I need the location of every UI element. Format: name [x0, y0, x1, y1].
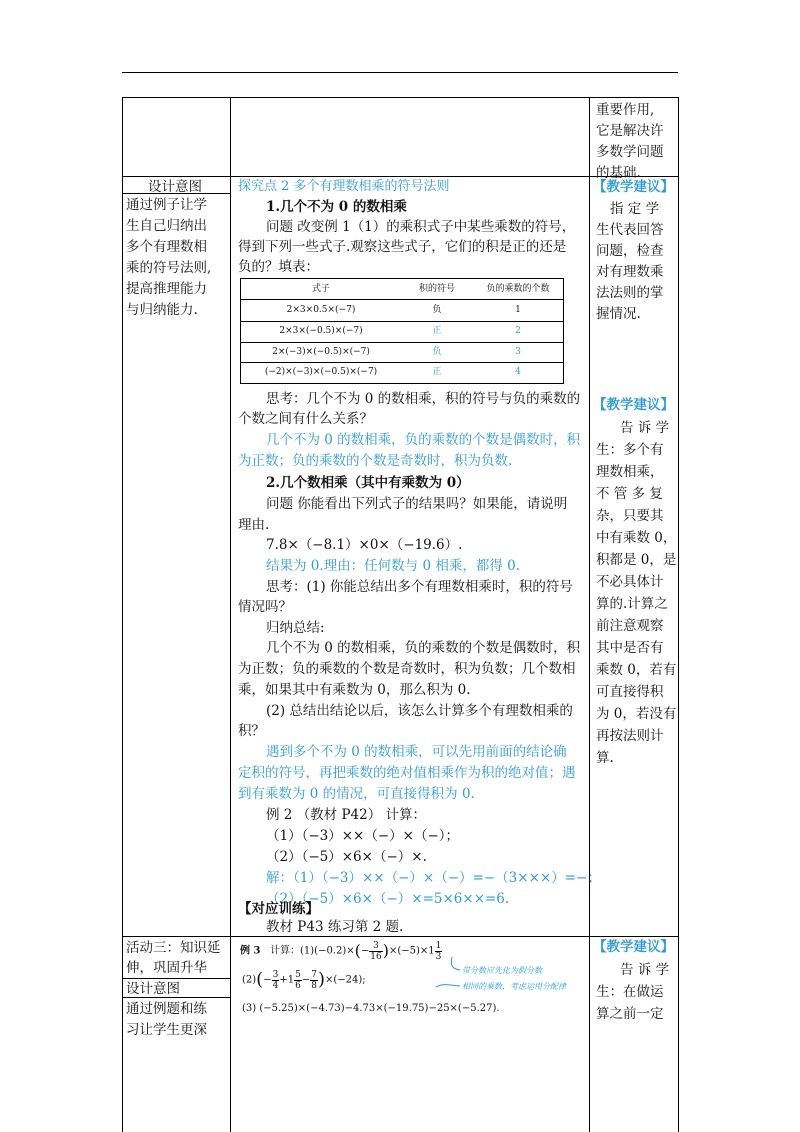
- example2-solution-1: 解：（1）（−3）××（−）×（−）=−（3×××）=−；: [266, 870, 601, 886]
- table-row-4-expr: (−2)×(−3)×(−0.5)×(−7): [264, 367, 378, 377]
- think2-line-1: 思考：(1) 你能总结出多个有理数相乘时，积的符号: [266, 579, 573, 595]
- example3-q2-f1-num: 3: [272, 969, 279, 980]
- table-row-3-expr: 2×(−3)×(−0.5)×(−7): [272, 347, 370, 357]
- right-top-line-4: 的基础.: [596, 165, 641, 181]
- answer3-line-2: 定积的符号，再把乘数的绝对值相乘作为积的绝对值；遇: [238, 765, 576, 781]
- intent3-line-1: 通过例题和练: [126, 1001, 207, 1017]
- suggestion-3-line-1: 告 诉 学: [620, 962, 670, 978]
- suggestion-1-line-3: 问题，检查: [596, 243, 664, 259]
- suggestion-2-line-9: 算的.计算之: [596, 596, 668, 612]
- suggestion-label-1: 【教学建议】: [593, 179, 674, 195]
- table-border-right: [678, 97, 679, 1132]
- table-row-2-count: 2: [515, 326, 521, 336]
- suggestion-3-line-2: 生：在做运: [596, 984, 664, 1000]
- answer3-line-1: 遇到多个不为 0 的数相乘，可以先用前面的结论确: [266, 744, 567, 760]
- summary-line-2: 为正数；负的乘数的个数是奇数时，积为负数；几个数相: [238, 661, 576, 677]
- think2-line-2: 情况吗？: [238, 599, 292, 615]
- problem1-line-1: 问题 改变例 1（1）的乘积式子中某些乘数的符号，: [266, 219, 576, 235]
- summary-label: 归纳总结:: [266, 620, 325, 636]
- section-title: 探究点 2 多个有理数相乘的符号法则: [238, 179, 450, 194]
- table-row-3-count: 3: [515, 347, 521, 357]
- suggestion-2-line-8: 不必具体计: [596, 574, 664, 590]
- think2b-line-1: (2) 总结出结论以后，该怎么计算多个有理数相乘的: [266, 703, 573, 719]
- left-intent-1: 通过例子让学: [126, 197, 207, 213]
- example3-q3: (3) (−5.25)×(−4.73)−4.73×(−19.75)−25×(−5.27).: [242, 1003, 500, 1014]
- suggestion-2-line-12: 乘数 0，若有: [596, 662, 677, 678]
- suggestion-1-line-2: 生代表回答: [596, 222, 664, 238]
- training-label: 【对应训练】: [238, 901, 319, 917]
- table-border-left: [122, 97, 123, 1132]
- problem2-line-2: 理由.: [238, 517, 270, 533]
- example2-solution-2: （2）（−5）×6×（−）×=5×6××=6.: [266, 891, 510, 907]
- suggestion-label-2: 【教学建议】: [593, 397, 674, 413]
- example3-q2-f3-den: 8: [311, 980, 317, 991]
- suggestion-2-line-16: 算.: [596, 750, 614, 766]
- right-top-line-3: 多数学问题: [596, 144, 664, 160]
- left-intent-6: 与归纳能力.: [126, 302, 198, 318]
- table-row-1-sign: 负: [432, 305, 442, 315]
- suggestion-2-line-14: 为 0，若没有: [596, 706, 677, 722]
- example3-q2-prefix: (2): [242, 974, 257, 986]
- table-row-3-sign: 负: [432, 347, 442, 357]
- subheading-2: 2.几个数相乘（其中有乘数为 0）: [266, 475, 470, 491]
- summary-line-3: 乘，如果其中有乘数为 0，那么积为 0.: [238, 682, 471, 698]
- suggestion-2-line-11: 其中是否有: [596, 640, 664, 656]
- sign-table: [240, 278, 564, 384]
- example3-q2: (2)(− $\frac{3}{4}$ +1 $\frac{5}{6}$ − $\frac{7}{8}$ )×(−24);: [242, 969, 366, 991]
- example3-q1-frac1-den: 16: [370, 951, 382, 962]
- annotation-note-1: 带分数应先化为假分数: [462, 966, 542, 975]
- suggestion-2-line-13: 可直接得积: [596, 684, 664, 700]
- table-header-expr: 式子: [311, 284, 330, 294]
- activity3-line-1: 活动三：知识延: [126, 940, 221, 956]
- training-text: 教材 P43 练习第 2 题.: [266, 919, 404, 935]
- intent3-line-2: 习让学生更深: [126, 1022, 207, 1038]
- example3-q1-frac2-num: 1: [435, 940, 442, 951]
- left-intent-4: 乘的符号法则,: [126, 260, 212, 276]
- problem1-line-3: 负的？填表：: [238, 259, 319, 275]
- example3-q1-mid: ×(−5)×1: [388, 945, 435, 957]
- suggestion-label-3: 【教学建议】: [593, 939, 674, 955]
- table-row-1-expr: 2×3×0.5×(−7): [286, 305, 356, 315]
- suggestion-2-line-6: 中有乘数 0，: [596, 530, 677, 546]
- row-divider-2: [122, 936, 679, 937]
- example2-line-1: （1）（−3）××（−）×（−）；: [266, 828, 460, 844]
- table-row-4-sign: 正: [432, 367, 442, 377]
- example3-q2-suffix: ×(−24);: [324, 974, 366, 986]
- activity3-line-2: 伸，巩固升华: [126, 960, 207, 976]
- answer1-line-1: 几个不为 0 的数相乘，负的乘数的个数是偶数时，积: [266, 432, 581, 448]
- table-row-1-count: 1: [515, 305, 521, 315]
- example3-q2-f3-num: 7: [311, 969, 317, 980]
- left-divider-2: [122, 978, 230, 979]
- left-intent-3: 多个有理数相: [126, 239, 207, 255]
- example3-q2-f1-den: 4: [272, 980, 279, 991]
- example3-q2-f2-den: 6: [295, 980, 301, 991]
- think1-line-1: 思考：几个不为 0 的数相乘，积的符号与负的乘数的: [266, 391, 581, 407]
- table-row-4-count: 4: [515, 367, 521, 377]
- suggestion-2-line-10: 前注意观察: [596, 618, 664, 634]
- design-intent-label: 设计意图: [148, 179, 202, 195]
- example3-q1-frac2-den: 3: [435, 951, 442, 962]
- suggestion-2-line-7: 积都是 0，是: [596, 552, 677, 568]
- example3-label: 例 3: [240, 945, 261, 957]
- suggestion-2-line-3: 理数相乘，: [596, 464, 664, 480]
- table-border-col1: [230, 97, 231, 1132]
- example3-q1: 例 3 计算：(1)(−0.2)×(− $\frac{3}{16}$ )×(−5)×1 $\frac{1}{3}$: [240, 940, 442, 962]
- table-header-count: 负的乘数的个数: [486, 284, 550, 294]
- right-top-line-2: 它是解决许: [596, 123, 664, 139]
- suggestion-2-line-5: 杂，只要其: [596, 508, 664, 524]
- think2b-line-2: 积？: [238, 723, 265, 739]
- table-row-2-expr: 2×3×(−0.5)×(−7): [279, 326, 363, 336]
- summary-line-1: 几个不为 0 的数相乘，负的乘数的个数是偶数时，积: [266, 640, 581, 656]
- suggestion-1-line-5: 法法则的掌: [596, 285, 664, 301]
- suggestion-2-line-4: 不 管 多 复: [596, 486, 663, 502]
- left-intent-5: 提高推理能力: [126, 281, 207, 297]
- right-top-line-1: 重要作用,: [596, 102, 655, 118]
- answer1-line-2: 为正数；负的乘数的个数是奇数时，积为负数.: [238, 453, 513, 469]
- example2-title: 例 2 （教材 P42） 计算：: [266, 807, 427, 823]
- suggestion-3-line-3: 算之前一定: [596, 1006, 664, 1022]
- subheading-1: 1.几个不为 0 的数相乘: [266, 199, 407, 215]
- suggestion-1-line-6: 握情况.: [596, 306, 641, 322]
- example3-q1-prefix: 计算：(1)(−0.2)×: [270, 945, 355, 957]
- answer3-line-3: 到有乘数为 0 的情况，可直接得积为 0.: [238, 786, 475, 802]
- suggestion-2-line-15: 再按法则计: [596, 728, 664, 744]
- suggestion-1-line-4: 对有理数乘: [596, 264, 664, 280]
- example3-q2-f2-num: 5: [295, 969, 301, 980]
- table-row-2-sign: 正: [432, 326, 442, 336]
- answer2: 结果为 0.理由：任何数与 0 相乘，都得 0.: [266, 558, 521, 574]
- design-intent-label-3: 设计意图: [126, 981, 180, 997]
- problem2-line-1: 问题 你能看出下列式子的结果吗？如果能，请说明: [266, 496, 568, 512]
- suggestion-1-line-1: 指 定 学: [610, 201, 660, 217]
- table-header-sign: 积的符号: [418, 284, 455, 294]
- think1-line-2: 个数之间有什么关系？: [238, 411, 373, 427]
- table-border-top: [122, 97, 679, 98]
- example2-line-2: （2）（−5）×6×（−）×.: [266, 849, 427, 865]
- annotation-note-2: 相同的乘数，考虑运用分配律: [462, 982, 566, 991]
- suggestion-2-line-1: 告 诉 学: [620, 420, 670, 436]
- expression-2: 7.8×（−8.1）×0×（−19.6）.: [266, 537, 463, 553]
- left-intent-2: 生自己归纳出: [126, 218, 207, 234]
- suggestion-2-line-2: 生：多个有: [596, 442, 664, 458]
- header-rule: [122, 72, 678, 73]
- problem1-line-2: 得到下列一些式子.观察这些式子，它们的积是正的还是: [238, 239, 567, 255]
- example3-q1-frac1-num: 3: [369, 941, 382, 952]
